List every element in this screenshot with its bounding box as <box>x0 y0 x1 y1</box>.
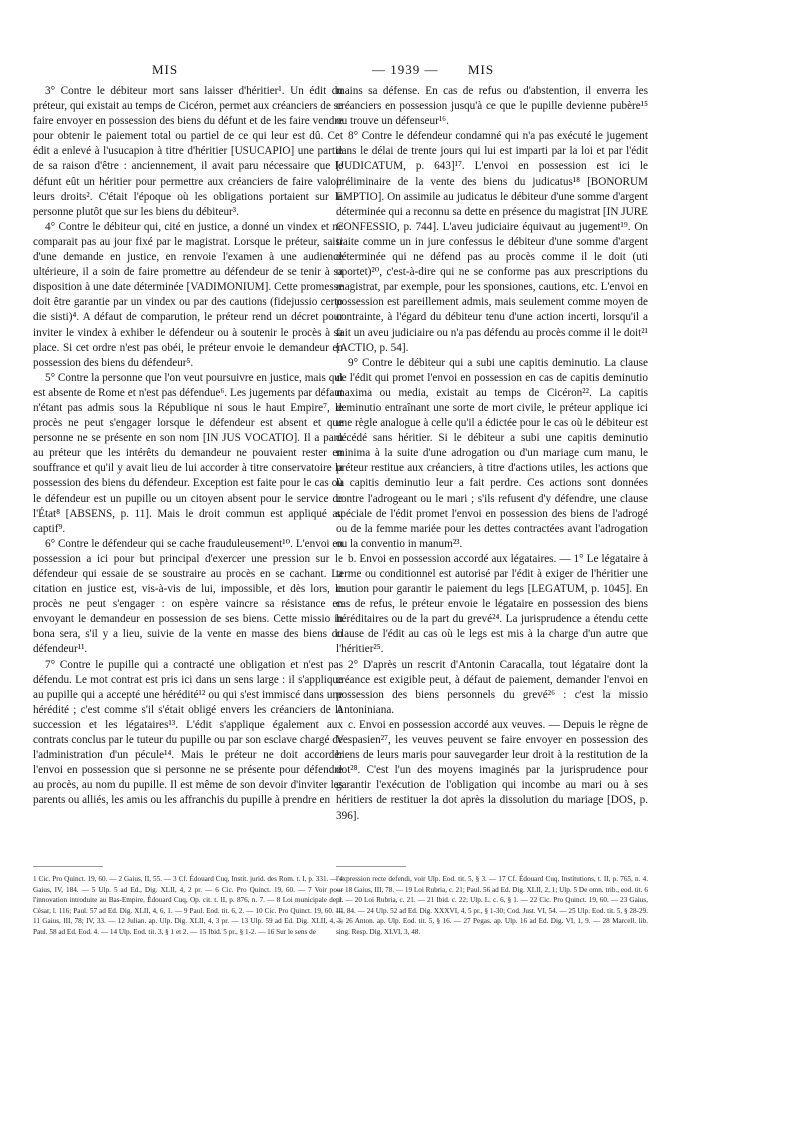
paragraph: c. Envoi en possession accordé aux veuves. — Depuis le règne de Vespasien²⁷, les veuves peuvent se faire envoyer en possession des biens de leurs maris pour sauvegarder leur droit à la restitution de la dot²⁸. C'est l'un des moyens imaginés par la jurisprudence pour garantir l'exécution de l'obligation qui incombe au mari ou à ses héritiers de restituer la dot après la dissolution du mariage [DOS, p. 396]. <box>336 718 648 822</box>
paragraph: 6° Contre le défendeur qui se cache frauduleusement¹⁰. L'envoi en possession a ici pour but principal d'exercer une pression sur le défendeur qui essaie de se soustraire au procès en se cachant. La citation en justice est, vis-à-vis de lui, impossible, et dès lors, le procès ne peut s'engager : on espère vaincre sa résistance en envoyant le demandeur en possession de ses biens. Cette missio in bona sera, s'il y a lieu, suivie de la vente en masse des biens du défendeur¹¹. <box>33 537 343 656</box>
paragraph: b. Envoi en possession accordé aux légataires. — 1° Le légataire à terme ou conditionnel est autorisé par l'édit à exiger de l'héritier une caution pour garantir le paiement du legs [LEGATUM, p. 1045]. En cas de refus, le préteur envoie le légataire en possession des biens héréditaires ou de la part du grevé²⁴. La jurisprudence a étendu cette clause de l'édit au cas où le legs est mis à la charge d'un autre que l'héritier²⁵. <box>336 552 648 656</box>
paragraph: 9° Contre le débiteur qui a subi une capitis deminutio. La clause de l'édit qui promet l'envoi en possession en cas de capitis deminutio maxima ou media, existait au temps de Cicéron²². La capitis deminutio entraînant une sorte de mort civile, le préteur applique ici une règle analogue à celle qu'il a édictée pour le cas où le débiteur est décédé sans héritier. Si le débiteur a subi une capitis deminutio minima à la suite d'une adrogation ou d'un mariage cum manu, le préteur restitue aux créanciers, à titre d'actions utiles, les actions que la capitis deminutio leur a fait perdre. Ces actions sont données contre l'adrogeant ou le mari ; s'ils refusent d'y défendre, une clause spéciale de l'édit promet l'envoi en possession des biens de l'adrogé ou de la femme mariée pour les dettes contractées avant l'adrogation ou la conventio in manum²³. <box>336 356 648 550</box>
running-head-left: MIS <box>152 62 179 77</box>
paragraph: 5° Contre la personne que l'on veut poursuivre en justice, mais qui est absente de Rome et n'est pas défendue⁶. Les jugements par défaut n'étant pas admis sous la République ni sous le haut Empire⁷, le procès ne peut s'engager lorsque le défendeur est absent et que personne ne se présente en son nom [IN JUS VOCATIO]. Il a paru au préteur que les intérêts du demandeur ne pouvaient rester en souffrance et qu'il y avait lieu de lui accorder à titre conservatoire la possession des biens du défendeur. Exception est faite pour le cas où le défendeur est un pupille ou un citoyen absent pour le service de l'État⁸ [ABSENS, p. 11]. Mais le droit commun est appliqué au captif⁹. <box>33 371 343 535</box>
paragraph: 7° Contre le pupille qui a contracté une obligation et n'est pas défendu. Le mot contrat est pris ici dans un sens large : il s'applique au pupille qui a accepté une hérédité¹² ou qui s'est immiscé dans une hérédité ; c'est comme s'il s'était obligé envers les créanciers de la succession et les légataires¹³. L'édit s'applique également aux contrats conclus par le tuteur du pupille ou par son esclave chargé de l'administration d'un pécule¹⁴. Mais le préteur ne doit accorder l'envoi en possession que si personne ne se présente pour défendre au procès, au nom du pupille. Il est même de son devoir d'inviter les parents ou alliés, les amis ou les affranchis du pupille à prendre en <box>33 658 343 807</box>
footnotes-left: 1 Cic. Pro Quinct. 19, 60. — 2 Gaius, II, 55. — 3 Cf. Édouard Cuq, Instit. jurid. des Rom. t. I, p. 331. — 4 Gaius, IV, 184. — 5 Ulp. 5 ad Ed., Dig. XLII, 4, 2 pr. — 6 Cic. Pro Quinct. 19, 60. — 7 Voir pour l'innovation introduite au Bas-Empire, Édouard Cuq, Op. cit. t. II, p. 876, n. 7. — 8 Loi municipale de J. César, l. 116; Paul. 57 ad Ed. Dig. XLII, 4, 6, 1. — 9 Paul. Eod. tit. 6, 2. — 10 Cic. Pro Quinct. 19, 60. — 11 Gaius, III, 78; IV, 33. — 12 Julian. ap. Ulp. Dig. XLII, 4, 3 pr. — 13 Ulp. 59 ad Ed. Dig. XLII, 4, 3; Paul. 58 ad Ed. Eod. 4. — 14 Ulp. Eod. tit. 3, § 1 et 2. — 15 Ibid. 5 pr., § 1-2. — 16 Sur le sens de <box>33 875 343 936</box>
paragraph: 4° Contre le débiteur qui, cité en justice, a donné un vindex et ne comparait pas au jour fixé par le magistrat. Lorsque le préteur, saisi d'une demande en justice, en renvoie l'examen à une audience ultérieure, il a soin de faire promettre au défendeur de se tenir à sa disposition à une date déterminée [VADIMONIUM]. Cette promesse doit être garantie par un vindex ou par des cautions (fidejussio certo die sisti)⁴. A défaut de comparution, le préteur rend un décret pour inviter le vindex à exhiber le défendeur ou à soutenir le procès à sa place. Si cet ordre n'est pas obéi, le préteur envoie le demandeur en possession des biens du défendeur⁵. <box>33 220 343 369</box>
running-head-right: MIS <box>468 62 495 77</box>
left-column <box>33 84 343 809</box>
footnote-separator <box>33 866 103 867</box>
paragraph: 2° D'après un rescrit d'Antonin Caracalla, tout légataire dont la créance est exigible peut, à défaut de paiement, demander l'envoi en possession des biens personnels du grevé²⁶ : c'est la missio Antoniniana. <box>336 658 648 716</box>
right-column <box>336 84 648 824</box>
footnotes-right: l'expression recte defendi, voir Ulp. Eod. tit. 5, § 3. — 17 Cf. Édouard Cuq, Institutions, t. II, p. 765, n. 4. — 18 Gaius, III, 78. — 19 Loi Rubria, c. 21; Paul. 56 ad Ed. Dig. XLII, 2, 1; Ulp. 5 De omn. trib., eod. tit. 6 pr. — 20 Loi Rubria, c. 21. — 21 Ibid. c. 22; Ulp. L. c. 6, § 1. — 22 Cic. Pro Quinct. 19, 60. — 23 Gaius, III, 84. — 24 Ulp. 52 ad Ed. Dig. XXXVI, 4, 5 pr., § 1-30; Cod. Just. VI, 54. — 25 Ulp. Eod. tit. 5, § 28-29. — 26 Anton. ap. Ulp. Eod. tit. 5, § 16. — 27 Pegas. ap. Ulp. 16 ad Ed. Dig. VI, 1, 9. — 28 Marcell. lib. sing. Resp. Dig. XLVI, 3, 48. <box>336 875 648 936</box>
footnote-separator <box>336 866 406 867</box>
page-number: — 1939 — <box>372 62 439 77</box>
paragraph: 8° Contre le défendeur condamné qui n'a pas exécuté le jugement dans le délai de trente jours qui lui est imparti par la loi et par l'édit [JUDICATUM, p. 643]¹⁷. L'envoi en possession est ici le préliminaire de la vente des biens du judicatus¹⁸ [BONORUM EMPTIO]. On assimile au judicatus le débiteur d'une somme d'argent déterminée qui a reconnu sa dette en présence du magistrat [IN JURE CONFESSIO, p. 744]. L'aveu judiciaire équivaut au jugement¹⁹. On traite comme un in jure confessus le débiteur d'une somme d'argent déterminée qui ne défend pas au procès comme il le doit (uti oportet)²⁰, c'est-à-dire qui ne se conforme pas aux prescriptions du magistrat, par exemple, pour les sponsiones, cautions, etc. L'envoi en possession est pareillement admis, mais seulement comme moyen de contrainte, à l'égard du débiteur tenu d'une action incerti, lorsqu'il a fait un aveu judiciaire ou n'a pas défendu au procès comme il le doit²¹ [ACTIO, p. 54]. <box>336 130 648 354</box>
paragraph: mains sa défense. En cas de refus ou d'abstention, il enverra les créanciers en possession jusqu'à ce que le pupille devienne pubère¹⁵ ou trouve un défenseur¹⁶. <box>336 85 648 128</box>
paragraph: 3° Contre le débiteur mort sans laisser d'héritier¹. Un édit du préteur, qui existait au temps de Cicéron, permet aux créanciers de se faire envoyer en possession des biens du défunt et de les faire vendre pour obtenir le paiement total ou partiel de ce qui leur est dû. Cet édit a enlevé à l'usucapion à titre d'héritier [USUCAPIO] une partie de sa raison d'être : anciennement, il avait paru nécessaire que le défunt eût un héritier pour permettre aux créanciers de faire valoir leurs droits². C'était l'époque où les obligations portaient sur la personne plutôt que sur les biens du débiteur³. <box>33 85 343 218</box>
